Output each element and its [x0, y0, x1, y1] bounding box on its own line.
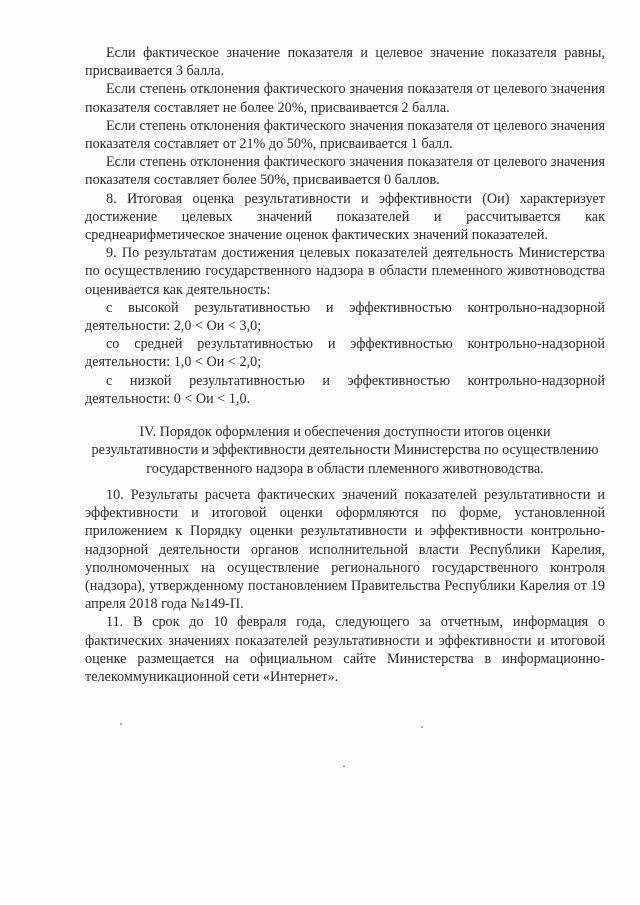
- paragraph-score-0: Если степень отклонения фактического значения показателя от целевого значения показателя составляет более 50%, присваивается 0 баллов.: [85, 154, 605, 189]
- paragraph-score-1: Если степень отклонения фактического значения показателя от целевого значения показателя составляет от 21% до 50%, присваивается 1 балл.: [85, 117, 605, 153]
- text-block-top: [85, 44, 605, 408]
- paragraph-item-11: 11. В срок до 10 февраля года, следующего за отчетным, информация о фактических значениях показателей результативности и эффективности и итоговой оценке размещается на официальном сайте Министерства в информационно-телекоммуникационной сети «Интернет».: [85, 614, 605, 686]
- paragraph-medium-efficiency: со средней результативностью и эффективностью контрольно-надзорной деятельности: 1,0 < Ои < 2,0;: [85, 336, 605, 371]
- paragraph-score-2: Если степень отклонения фактического значения показателя от целевого значения показателя составляет не более 20%, присваивается 2 балла.: [85, 81, 605, 116]
- paragraph-item-10: 10. Результаты расчета фактических значений показателей результативности и эффективности и итоговой оценки оформляются по форме, установленной приложением к Порядку оценки результативности и эффективности контрольно-надзорной деятельности органов исполнительной власти Республики Карелия, уполномоченных на осуществление регионального государственного контроля (надзора), утвержденному постановлением Правительства Республики Карелия от 19 апреля 2018 года №149-П.: [85, 487, 605, 613]
- section-heading-iv: IV. Порядок оформления и обеспечения доступности итогов оценки результативности и эффективности деятельности Министерства по осуществлению государственного надзора в области племенного животноводства.: [91, 424, 599, 477]
- paragraph-low-efficiency: с низкой результативностью и эффективностью контрольно-надзорной деятельности: 0 < Ои < 1,0.: [85, 372, 605, 407]
- paragraph-high-efficiency: с высокой результативностью и эффективностью контрольно-надзорной деятельности: 2,0 < Ои < 3,0;: [85, 299, 605, 335]
- paragraph-item-9: 9. По результатам достижения целевых показателей деятельность Министерства по осуществлению государственного надзора в области племенного животноводства оценивается как деятельность:: [85, 245, 605, 298]
- scan-speck: [421, 726, 423, 728]
- text-block-bottom: [85, 486, 605, 686]
- scan-speck: [120, 723, 122, 725]
- paragraph-item-8: 8. Итоговая оценка результативности и эффективности (Ои) характеризует достижение целевых значений показателей и рассчитывается как среднеарифметическое значение оценок фактических значений показателей.: [85, 190, 605, 244]
- paragraph-score-3: Если фактическое значение показателя и целевое значение показателя равны, присваивается 3 балла.: [85, 45, 605, 80]
- scan-speck: [343, 765, 345, 767]
